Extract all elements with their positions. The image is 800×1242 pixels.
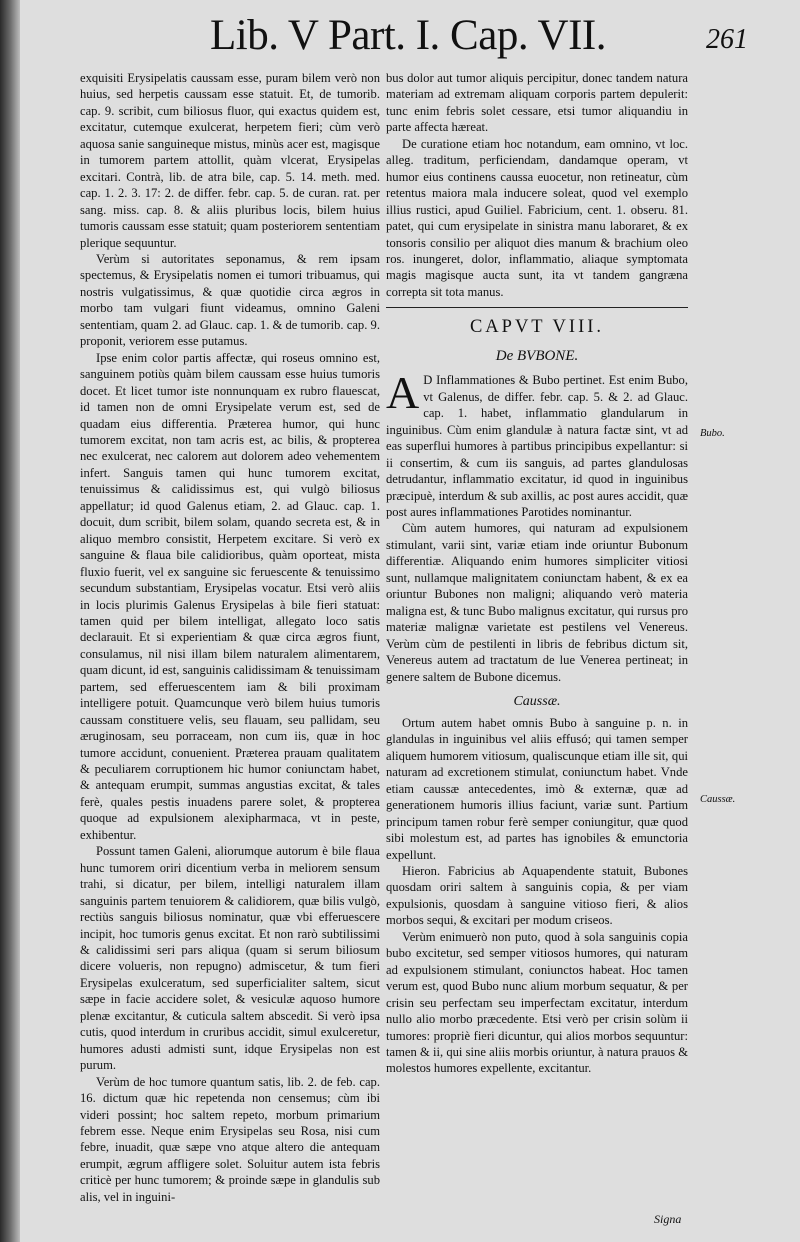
binding-gutter [0,0,20,1242]
paragraph: Hieron. Fabricius ab Aquapendente statuit, Bubones quosdam oriri saltem à sanguinis copia, & per viam expulsionis, quosdam à sanguine vitioso fieri, & alios morbos sequi, & excitari per modum criseos. [386,864,688,928]
section-rule [386,307,688,308]
paragraph: bus dolor aut tumor aliquis percipitur, donec tandem natura materiam ad extremam aliquam corporis partem depulerit: tunc enim febris solet cessare, etsi tumor aliquandiu in parte affecta hæreat. [386,71,688,135]
paragraph: De curatione etiam hoc notandum, eam omnino, vt loc. alleg. traditum, perficiendam, dandamque operam, vt humor eius continens caussa euocetur, non retineatur, cùm retentus maiora mala inducere soleat, quod vel exemplo illius rustici, apud Guiliel. Fabricium, cent. 1. obseru. 81. patet, qui cum erysipelate in sinistra manu laboraret, & ex tonsoris consilio per aliquot dies manum & brachium oleo ros. inungeret, dolor, inflammatio, aliaque symptomata magis magisque aucta sunt, ita vt tandem gangræna correpta sit tota manus. [386,136,688,299]
paragraph [386,367,688,520]
chapter-heading: CAPVT VIII. [469,317,605,338]
paragraph: Cùm autem humores, qui naturam ad expulsionem stimulant, varii sint, variæ etiam inde oriuntur Bubonum differentiæ. Aliquando enim humores simpliciter vitiosi sunt, nullamque malignitatem coniunctam habent, & ex ea oriuntur Bubones non maligni; aliquando verò materia maligna est, & tunc Bubo malignus excitatur, qui rursus pro materiæ malignæ varietate est pestilens vel Venereus. Verùm cùm de pestilenti in libris de febribus dictum sit, Venereus autem ad tractatum de lue Venerea pertineat; in genere saltem de Bubone dicemus. [386,521,688,684]
page-number: 261 [706,24,748,55]
paragraph: Verùm enimuerò non puto, quod à sola sanguinis copia bubo excitetur, sed semper vitiosos humores, qui naturam ad expulsionem stimulant, coniunctos habeat. Hoc tamen verum est, quod Bubo nunc alium morbum sequatur, & per crisin seu perfectam seu imperfectam excitatur, interdum nullo alio morbo præcedente. Etsi verò per crisin solùm ii tumores: propriè fieri dicuntur, qui alios morbos sequuntur: tamen & ii, qui sine aliis morbis oriuntur, à natura prauos & molestos humores expellente, excitantur. [386,929,688,1076]
running-title: Lib. V Part. I. Cap. VII. [210,12,606,59]
right-column [386,70,688,1077]
paragraph: exquisiti Erysipelatis caussam esse, puram bilem verò non huius, sed herpetis caussam esse statuit. Et, de tumorib. cap. 9. scribit, cum biliosus fluor, qui exactus quidem est, excitatur, cutemque exulcerat, herpetem fieri; cùm verò aquosa sanie sanguineque mistus, minùs acer est, magisque in tumorem partem attollit, quàm vlcerat, Erysipelas excitari. Contrà, lib. de atra bile, cap. 5. 14. meth. med. cap. 1. 2. 3. 17: 2. de differ. febr. cap. 5. de curan. rat. per sang. miss. cap. 8. & aliis pluribus locis, bilem huius tumoris caussam esse statuit; quam posteriorem sententiam plerique sequuntur. [80,71,380,250]
paragraph: Verùm de hoc tumore quantum satis, lib. 2. de feb. cap. 16. dictum quæ hic repetenda non censemus; cùm ibi videri possint; hoc saltem repeto, morbum primarium febrem esse. Neque enim Erysipelas seu Rosa, nisi cum febre, inuadit, quæ sæpe vno atque altero die antequam erumpit, ægrum affligere solet. Soluitur autem ista febris criticè per hunc tumorem; & proinde sæpe in glandulis sub alis, vel in inguini- [80,1074,380,1204]
chapter-title: De BVBONE. [495,348,579,365]
paragraph: Possunt tamen Galeni, aliorumque autorum è bile flaua hunc tumorem oriri dicentium verba in meliorem sensum trahi, si dicatur, per bilem, intelligi naturalem illam sanguinis partem tenuiorem & calidiorem, quæ bilis vulgò, rectiùs sanguis biliosus nominatur, quæ vbi efferuescere incipit, hoc tumoris genus excitat. Et non rarò subtilissimi & calidissimi seri pars aliqua (quam si serum biliosum dicere volueris, non repugno) admiscetur, & tum fieri Erysipelas exulceratum, sed superficialiter saltem, sicut sæpe in facie accidere solet, & vesiculæ aquoso humore plenæ excitantur, & cuticula saltem abscedit. Si verò ipsa cutis, quod interdum in cruribus accidit, simul exulceretur, humores adusti admisti sunt, idque Erysipelas non est purum. [80,844,380,1073]
section-heading: Caussæ. [513,693,561,709]
paragraph: Verùm si autoritates seponamus, & rem ipsam spectemus, & Erysipelatis nomen ei tumori tribuamus, qui nostris vulgatissimus, & quæ quotidie circa ægros in morbo tam vulgari fiunt videamus, omnino Galeni sententiam, quam 2. ad Glauc. cap. 1. & de tumorib. cap. 9. proponit, veriorem esse putamus. [80,251,380,349]
catchword: Signa [654,1212,682,1226]
left-column [80,70,380,1205]
paragraph-text: D Inflammationes & Bubo pertinet. Est enim Bubo, vt Galenus, de differ. febr. cap. 5. & 2. ad Glauc. cap. 1. habet, inflammatio glandularum in inguinibus. Cùm enim glandulæ à natura factæ sint, vt ad eas superflui humores à partibus principibus expellantur: si ii consertim, & cum iis sanguis, ad partes glandulosas detrudantur, inflammatio excitatur, id quod in inguinibus præcipuè, interdum & sub axillis, ac post aures accidit, quæ post aures inflammationes Parotides nominantur. [386,373,688,519]
margin-note-caussae: Caussæ. [700,794,736,805]
drop-cap: A [386,367,420,419]
margin-note-bubo: Bubo. [700,428,725,439]
paragraph: Ortum autem habet omnis Bubo à sanguine p. n. in glandulas in inguinibus vel aliis effusó; qui tamen semper aliquem humorem vitiosum, qualiscunque etiam ille sit, qui naturam ad excretionem stimulat, coniunctum habet. Vnde etiam caussæ antecedentes, imò & externæ, quæ ad generationem humoris illius faciunt, variæ sunt. Partium principum tamen robur ferè semper coniungitur, quæ quod sibi molestum est, ad partes has ignobiles & emunctoria expellunt. [386,715,688,862]
paragraph: Ipse enim color partis affectæ, qui roseus omnino est, sanguinem potiùs quàm bilem caussam esse huius tumoris docet. Et licet tumor iste nonnunquam ex rubro flauescat, id tamen non de omni Erysipelate verum est, sed de quadam eius differentia. Præterea humor, qui hunc tumorem excitat, non tam acris est, ac bilis, & propterea nec exulcerat, nec calorem aut dolorem adeo vehementem infert. Sanguis tamen qui hunc tumorem excitat, tenuissimus & calidissimus est, qui vulgò biliosus appellatur; id quod Galenus etiam, 2. ad Glauc. cap. 1. docuit, dum scribit, bilem solam, quando secreta est, & in aliquo membro consistit, Herpetem excitare. Si verò ex sanguine & flaua bile calidioribus, quàm oporteat, mista fluxio fuerit, vel ex sanguine sic feruescente & tenuissimo secundum substantiam, Erysipelas vocatur. Etsi verò aliis in locis plurimis Galenus Erysipelas à bile fieri statuat: tamen quid per bilem intelligat, allegato loco satis declarauit. Et si experientiam & quæ circa ægros fiunt, consulamus, nil nisi illam bilem naturalem alimentarem, quam dicunt, id est, sanguinis calidissimam & tenuissimam partem, sed efferuescentem iam & bili proximam intelligere potuit. Quamcunque verò bilem huius tumoris caussam constituere velis, seu flauam, seu pallidam, seu æruginosam, seu porraceam, non cum iis, quæ in hoc tumore accidunt, conuenient. Præterea prauam qualitatem & peculiarem corruptionem hic humor coniunctam habet, & antequam erumpit, summas angustias excitat, & tales ferè, quales pestis inuadens parere solet, & propterea quoque ad expulsionem alexipharmaca, vt in peste, exhibentur. [80,350,380,842]
